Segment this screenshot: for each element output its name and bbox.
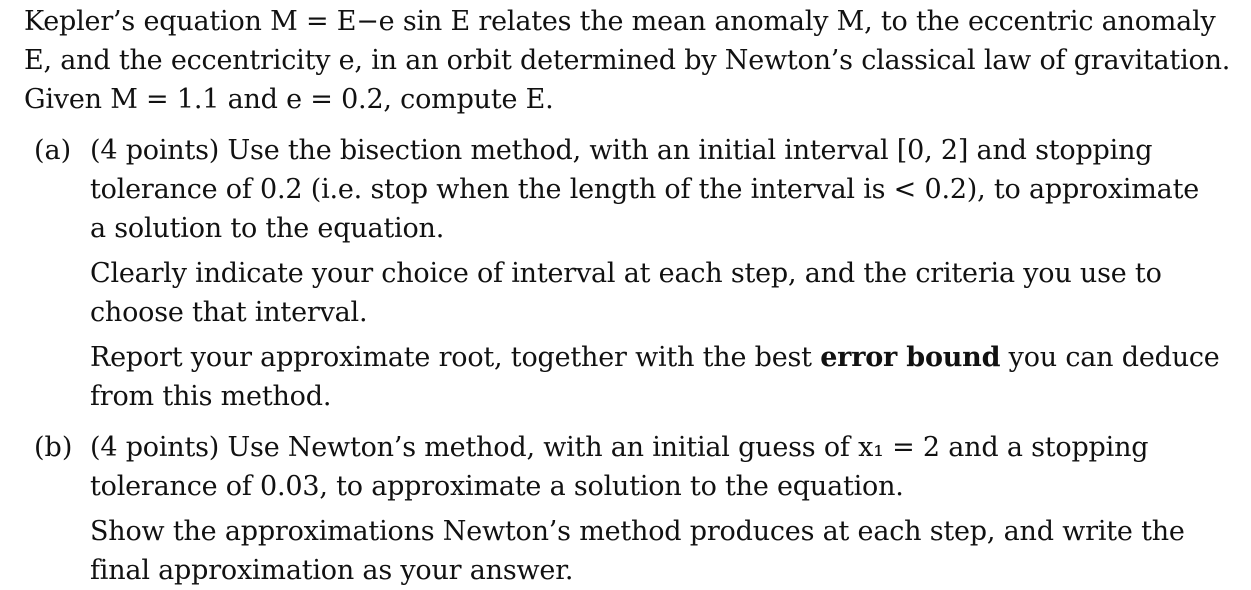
part-a-line: Clearly indicate your choice of interval at each step, and the criteria you use to — [90, 258, 1162, 289]
part-a-line: choose that interval. — [90, 297, 368, 328]
intro-paragraph — [24, 2, 1231, 119]
part-b-label: (b) — [34, 432, 73, 463]
part-b-task — [90, 428, 1216, 506]
error-bound-emphasis: error bound — [820, 342, 1001, 373]
part-b-line: final approximation as your answer. — [90, 555, 574, 586]
intro-line: Given M = 1.1 and e = 0.2, compute E. — [24, 84, 554, 115]
intro-line: Kepler’s equation M = E−e sin E relates the mean anomaly M, to the eccentric anomaly — [24, 6, 1216, 37]
part-a-line: from this method. — [90, 381, 332, 412]
part-b-line: tolerance of 0.03, to approximate a solution to the equation. — [90, 471, 904, 502]
part-a-line — [90, 338, 1220, 377]
part-a-line: a solution to the equation. — [90, 213, 445, 244]
part-b-line: Show the approximations Newton’s method produces at each step, and write the — [90, 516, 1185, 547]
part-a-task — [90, 131, 1216, 248]
report-text: you can deduce — [1000, 342, 1220, 373]
part-b-line: (4 points) Use Newton’s method, with an initial guess of x₁ = 2 and a stopping — [90, 432, 1149, 463]
part-a-interval-instructions — [90, 254, 1216, 332]
part-a-line: (4 points) Use the bisection method, with an initial interval [0, 2] and stopping — [90, 135, 1153, 166]
question-part-b — [24, 428, 1216, 590]
intro-line: E, and the eccentricity e, in an orbit determined by Newton’s classical law of gravitation. — [24, 45, 1231, 76]
part-a-label: (a) — [34, 135, 72, 166]
part-a-report-instructions — [90, 338, 1220, 416]
question-part-a — [24, 131, 1220, 416]
part-a-line: tolerance of 0.2 (i.e. stop when the length of the interval is < 0.2), to approximate — [90, 174, 1200, 205]
part-b-show-instructions — [90, 512, 1216, 590]
report-text: Report your approximate root, together with the best — [90, 342, 821, 373]
